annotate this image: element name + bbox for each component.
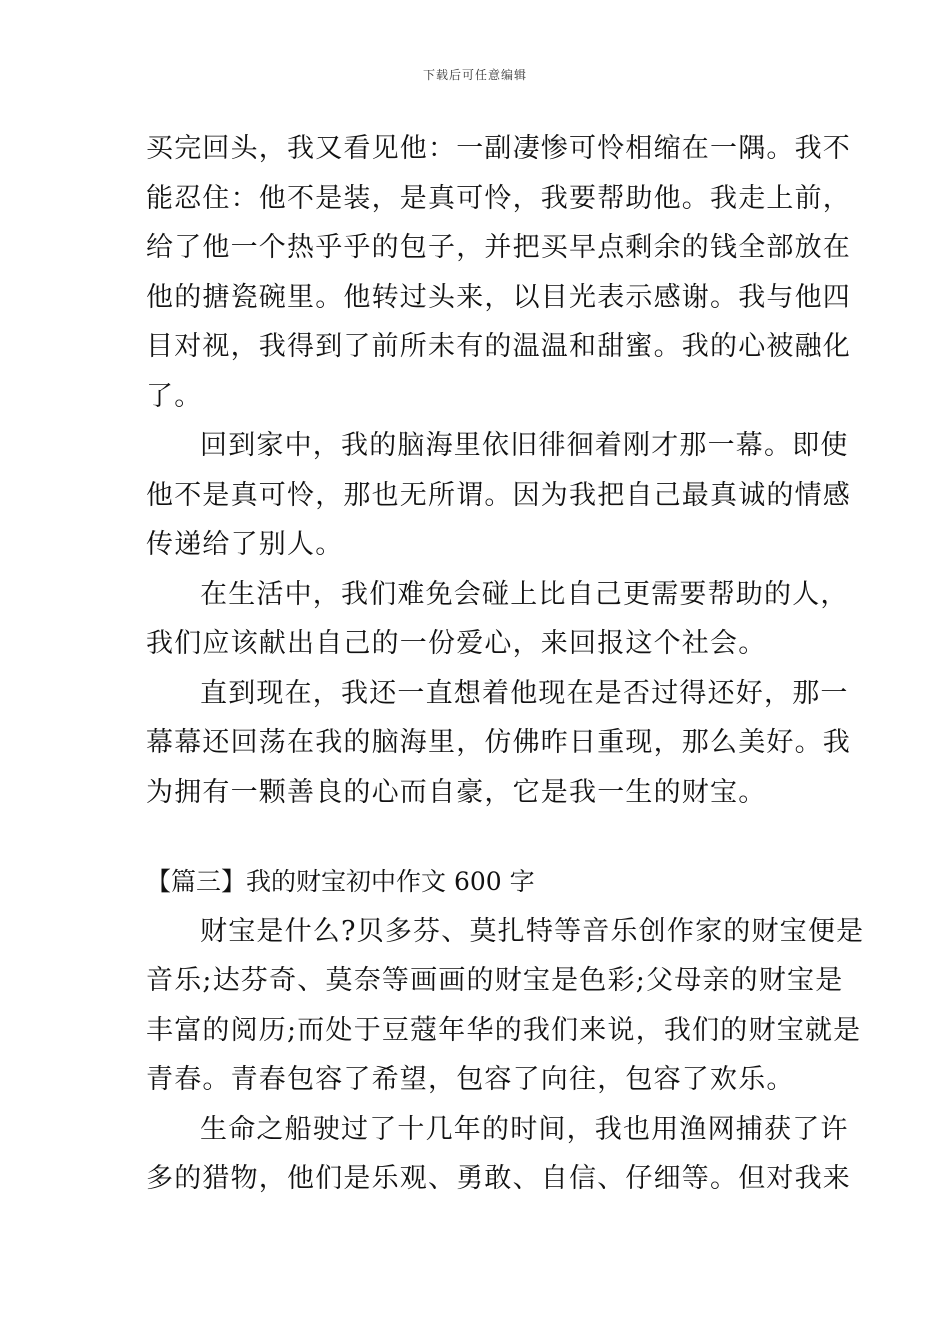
text-line: 我们应该献出自己的一份爱心，来回报这个社会。	[146, 628, 767, 659]
text-line: 青春。青春包容了希望，包容了向往，包容了欢乐。	[146, 1064, 795, 1095]
document-body	[146, 124, 865, 1204]
text-line: 丰富的阅历;而处于豆蔻年华的我们来说，我们的财宝就是	[146, 1014, 862, 1046]
header-note: 下载后可任意编辑	[422, 68, 527, 82]
text-line: 多的猎物，他们是乐观、勇敢、自信、仔细等。但对我来	[146, 1163, 851, 1194]
text-line: 幕幕还回荡在我的脑海里，仿佛昨日重现，那么美好。我	[146, 727, 851, 758]
paragraph	[146, 421, 851, 570]
paragraph	[146, 669, 851, 818]
text-line: 买完回头，我又看见他：一副凄惨可怜相缩在一隅。我不	[146, 133, 851, 164]
section-title: 【篇三】我的财宝初中作文 600 字	[146, 867, 535, 896]
text-line: 目对视，我得到了前所未有的温温和甜蜜。我的心被融化	[146, 331, 851, 362]
paragraph	[146, 570, 849, 669]
paragraph	[146, 124, 851, 421]
text-line: 财宝是什么?贝多芬、莫扎特等音乐创作家的财宝便是	[200, 915, 865, 947]
text-line: 音乐;达芬奇、莫奈等画画的财宝是色彩;父母亲的财宝是	[146, 965, 844, 996]
paragraph	[146, 1105, 851, 1204]
text-line: 能忍住：他不是装，是真可怜，我要帮助他。我走上前，	[146, 182, 851, 214]
text-line: 在生活中，我们难免会碰上比自己更需要帮助的人，	[200, 578, 849, 610]
text-line: 为拥有一颗善良的心而自豪，它是我一生的财宝。	[146, 776, 767, 808]
text-line: 生命之船驶过了十几年的时间，我也用渔网捕获了许	[200, 1113, 849, 1145]
paragraph-gap	[146, 817, 808, 857]
text-line: 回到家中，我的脑海里依旧徘徊着刚才那一幕。即使	[200, 430, 849, 461]
text-line: 直到现在，我还一直想着他现在是否过得还好，那一	[200, 677, 849, 709]
text-line: 他的搪瓷碗里。他转过头来，以目光表示感谢。我与他四	[146, 281, 851, 313]
text-line: 传递给了别人。	[146, 529, 344, 560]
text-line: 他不是真可怜，那也无所谓。因为我把自己最真诚的情感	[146, 479, 851, 511]
paragraph	[146, 907, 865, 1105]
text-line: 了。	[146, 380, 203, 412]
text-line: 给了他一个热乎乎的包子，并把买早点剩余的钱全部放在	[146, 232, 851, 263]
